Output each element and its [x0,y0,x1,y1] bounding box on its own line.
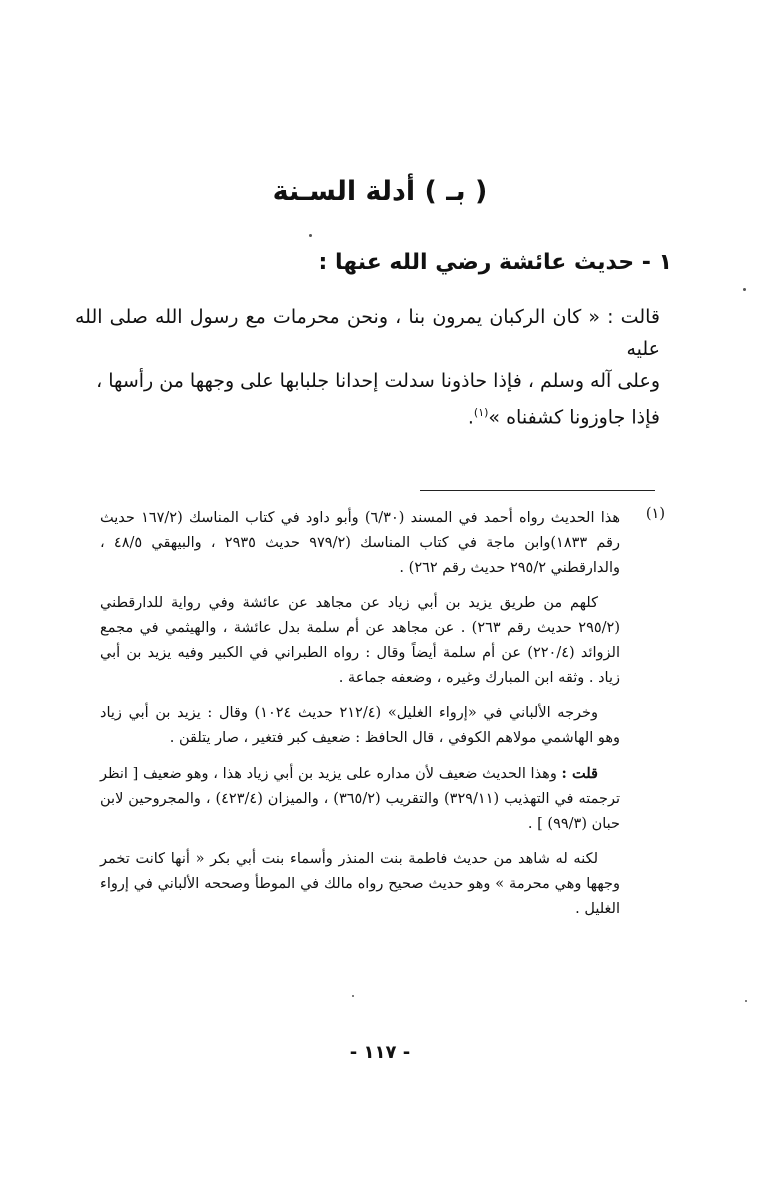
footnote-number: (١) [645,506,665,522]
scan-speck [743,288,746,291]
footnote-paragraph: وخرجه الألباني في «إرواء الغليل» (٢١٢/٤ حديث ١٠٢٤) وقال : يزيد بن أبي زياد وهو الهاشمي مولاهم الكوفي ، قال الحافظ : ضعيف كبر فتغير ، صار يتلقن . [100,705,620,746]
hadith-line: وعلى آله وسلم ، فإذا حاذونا سدلت إحدانا جلبابها على وجهها من رأسها ، [96,370,660,392]
scan-speck [745,1000,747,1002]
hadith-end-dot: . [467,406,474,429]
footnote-reference: (١) [473,406,489,419]
footnote-paragraph: هذا الحديث رواه أحمد في المسند (٦/٣٠) وأبو داود في كتاب المناسك (١٦٧/٢ حديث رقم ١٨٣٣)وابن ماجة في كتاب المناسك (٩٧٩/٢ حديث ٢٩٣٥ ، والبيهقي ٤٨/٥ ، والدارقطني ٢٩٥/٢ حديث رقم ٢٦٢) . [100,510,620,576]
scan-speck [309,234,312,237]
footnote-paragraph [100,761,620,837]
scan-speck [352,995,354,997]
hadith-text [75,301,660,433]
qultu-label: قلت : [561,765,598,782]
section-title: ( بـ ) أدلة السـنة [272,176,488,207]
page-number: - ١١٧ - [349,1042,411,1063]
footnote-divider [420,490,655,491]
hadith-heading: ١ - حديث عائشة رضي الله عنها : [318,250,672,275]
hadith-line-text: فإذا جاوزونا كشفناه » [488,406,660,429]
footnote-paragraph: لكنه له شاهد من حديث فاطمة بنت المنذر وأسماء بنت أبي بكر « أنها كانت تخمر وجهها وهي محرمة » وهو حديث صحيح رواه مالك في الموطأ وصححه الألباني في إرواء الغليل . [100,851,620,917]
hadith-line: قالت : « كان الركبان يمرون بنا ، ونحن محرمات مع رسول الله صلى الله عليه [75,306,660,360]
footnote-paragraph: كلهم من طريق يزيد بن أبي زياد عن مجاهد عن عائشة وفي رواية للدارقطني (٢٩٥/٢ حديث رقم ٢٦٣) . عن مجاهد عن أم سلمة بدل عائشة ، والهيثمي في مجمع الزوائد (٢٢٠/٤) عن أم سلمة أيضاً وقال : رواه الطبراني في الكبير وفيه يزيد بن أبي زياد . وثقه ابن المبارك وغيره ، وضعفه جماعة . [100,595,621,686]
footnote-paragraph-text: وهذا الحديث ضعيف لأن مداره على يزيد بن أبي زياد هذا ، وهو ضعيف [ انظر ترجمته في التهذيب (٣٢٩/١١) والتقريب (٣٦٥/٢) ، والميزان (٤٢٣/٤) ، والمجروحين لابن حبان (٩٩/٣) ] . [100,766,620,832]
hadith-line [75,397,660,433]
footnotes [100,506,620,932]
